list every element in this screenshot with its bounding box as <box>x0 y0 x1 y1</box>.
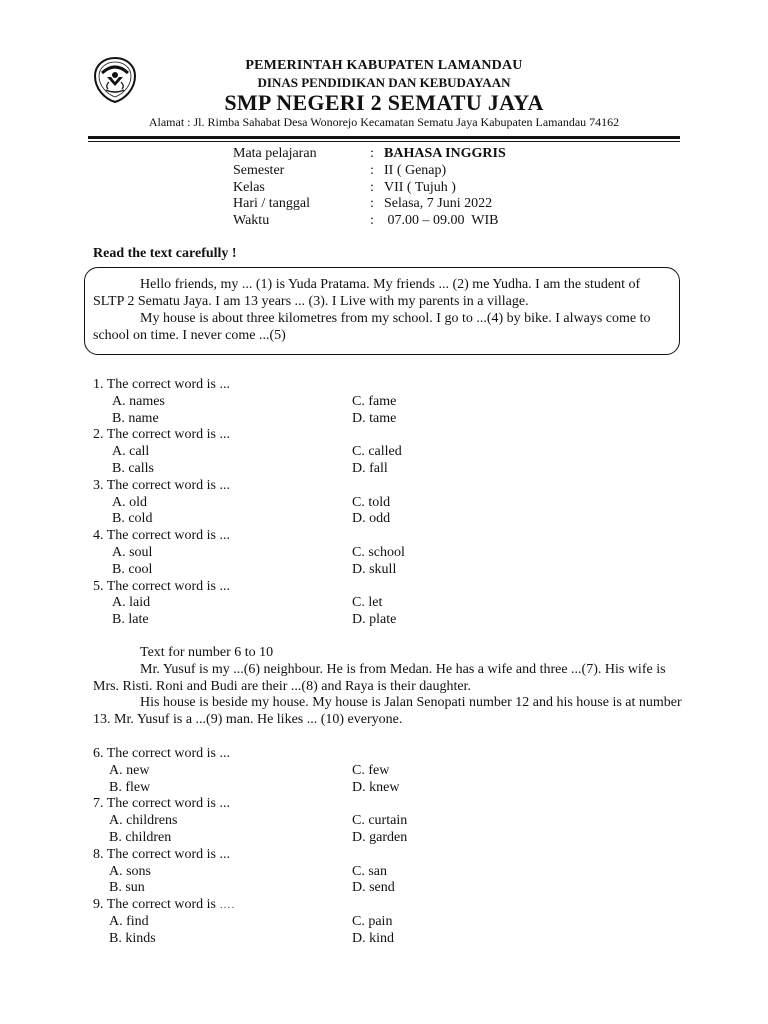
option-d: D. knew <box>352 779 400 795</box>
option-d: D. fall <box>352 460 388 476</box>
option-d: D. garden <box>352 829 408 845</box>
info-row-semester: Semester : II ( Genap) <box>233 162 447 178</box>
option-row <box>93 411 405 428</box>
exam-info <box>233 146 506 230</box>
info-label: Semester <box>233 162 285 178</box>
passage2-paragraph: Mr. Yusuf is my ...(6) neighbour. He is from Medan. He has a wife and three ...(7). His wife is Mrs. Risti. Roni and Budi are their ...(8) and Raya is their daughter. <box>93 661 666 694</box>
option-d: D. tame <box>352 410 397 426</box>
option-row <box>93 864 407 881</box>
passage1-paragraph: My house is about three kilometres from my school. I go to ...(4) by bike. I always come to school on time. I never come ...(5) <box>93 311 651 343</box>
option-d: D. skull <box>352 561 397 577</box>
option-row <box>93 461 405 478</box>
option-b: B. sun <box>109 880 145 896</box>
option-row <box>93 780 407 797</box>
header-divider-thin <box>88 141 680 142</box>
info-label: Waktu <box>233 213 270 229</box>
government-title: PEMERINTAH KABUPATEN LAMANDAU <box>245 58 523 73</box>
option-row <box>93 914 407 931</box>
option-c: C. school <box>352 544 405 560</box>
question-stem: 2. The correct word is ... <box>93 427 230 443</box>
info-value: Selasa, 7 Juni 2022 <box>384 196 493 212</box>
question-stem: 1. The correct word is ... <box>93 377 230 392</box>
question-stem: 6. The correct word is ... <box>93 746 230 761</box>
option-c: C. curtain <box>352 813 408 829</box>
info-value: 07.00 – 09.00 WIB <box>384 213 499 229</box>
option-c: C. few <box>352 762 390 778</box>
question-stem: 8. The correct word is ... <box>93 846 230 862</box>
option-row <box>93 763 407 780</box>
option-c: C. san <box>352 863 387 879</box>
option-d: D. kind <box>352 930 394 946</box>
option-row <box>93 545 405 562</box>
option-a: A. sons <box>109 863 152 879</box>
option-d: D. send <box>352 880 395 896</box>
option-b: B. calls <box>112 460 154 476</box>
passage2 <box>93 645 683 729</box>
question-stem: 7. The correct word is ... <box>93 796 230 812</box>
question-stem-dots: …. <box>219 899 236 912</box>
info-row-date: Hari / tanggal : Selasa, 7 Juni 2022 <box>233 196 493 212</box>
option-b: B. cool <box>112 561 153 577</box>
option-a: A. new <box>109 762 150 778</box>
school-name: SMP NEGERI 2 SEMATU JAYA <box>224 90 544 115</box>
question-stem <box>93 897 407 914</box>
info-row-subject: Mata pelajaran : BAHASA INGGRIS <box>233 146 506 161</box>
option-b: B. cold <box>112 511 153 527</box>
option-b: B. late <box>112 612 149 628</box>
option-b: B. children <box>109 829 172 845</box>
department-title: DINAS PENDIDIKAN DAN KEBUDAYAAN <box>257 75 511 90</box>
passage2-title: Text for number 6 to 10 <box>140 645 274 660</box>
option-row <box>93 562 405 579</box>
option-c: C. told <box>352 494 391 510</box>
option-row <box>93 595 405 612</box>
question-stem: 5. The correct word is ... <box>93 578 230 594</box>
info-value: II ( Genap) <box>384 162 447 178</box>
option-d: D. plate <box>352 612 397 628</box>
option-a: A. childrens <box>109 813 178 829</box>
option-row <box>93 612 405 629</box>
option-a: A. names <box>112 393 165 409</box>
school-address: Alamat : Jl. Rimba Sahabat Desa Wonorejo Kecamatan Sematu Jaya Kabupaten Lamandau 74162 <box>148 115 620 129</box>
option-b: B. flew <box>109 779 151 795</box>
option-a: A. call <box>112 444 150 460</box>
info-row-class: Kelas : VII ( Tujuh ) <box>233 179 456 195</box>
info-label: Hari / tanggal <box>233 196 310 212</box>
questions-part2 <box>93 746 407 948</box>
question-stem: 3. The correct word is ... <box>93 477 230 493</box>
option-a: A. old <box>112 494 147 510</box>
instruction: Read the text carefully ! <box>93 246 237 261</box>
question-stem-text: 9. The correct word is <box>93 897 216 913</box>
header-divider-thick <box>88 136 680 139</box>
passage2-paragraph: His house is beside my house. My house is Jalan Senopati number 12 and his house is at number 13. Mr. Yusuf is a ...(9) man. He likes ... (10) everyone. <box>93 695 682 728</box>
info-label: Kelas <box>233 179 265 195</box>
option-row <box>93 931 407 948</box>
option-row <box>93 444 405 461</box>
option-row <box>93 495 405 512</box>
option-row <box>93 511 405 528</box>
option-b: B. name <box>112 410 159 426</box>
option-row <box>93 880 407 897</box>
info-value: VII ( Tujuh ) <box>384 179 456 195</box>
option-row <box>93 813 407 830</box>
question-stem: 4. The correct word is ... <box>93 528 230 544</box>
info-label: Mata pelajaran <box>233 146 317 161</box>
option-c: C. called <box>352 444 402 460</box>
passage1-paragraph: Hello friends, my ... (1) is Yuda Pratama. My friends ... (2) me Yudha. I am the student of SLTP 2 Sematu Jaya. I am 13 years ... (3). I Live with my parents in a village. <box>93 277 641 309</box>
option-a: A. laid <box>112 595 151 611</box>
option-row <box>93 830 407 847</box>
info-row-time: Waktu : 07.00 – 09.00 WIB <box>233 213 499 229</box>
option-c: C. fame <box>352 393 397 409</box>
option-row <box>93 394 405 411</box>
info-value: BAHASA INGGRIS <box>384 146 506 161</box>
option-d: D. odd <box>352 511 391 527</box>
questions-part1 <box>93 377 405 629</box>
option-a: A. soul <box>112 544 153 560</box>
option-c: C. let <box>352 595 383 611</box>
option-b: B. kinds <box>109 930 156 946</box>
option-a: A. find <box>109 913 149 929</box>
option-c: C. pain <box>352 913 393 929</box>
